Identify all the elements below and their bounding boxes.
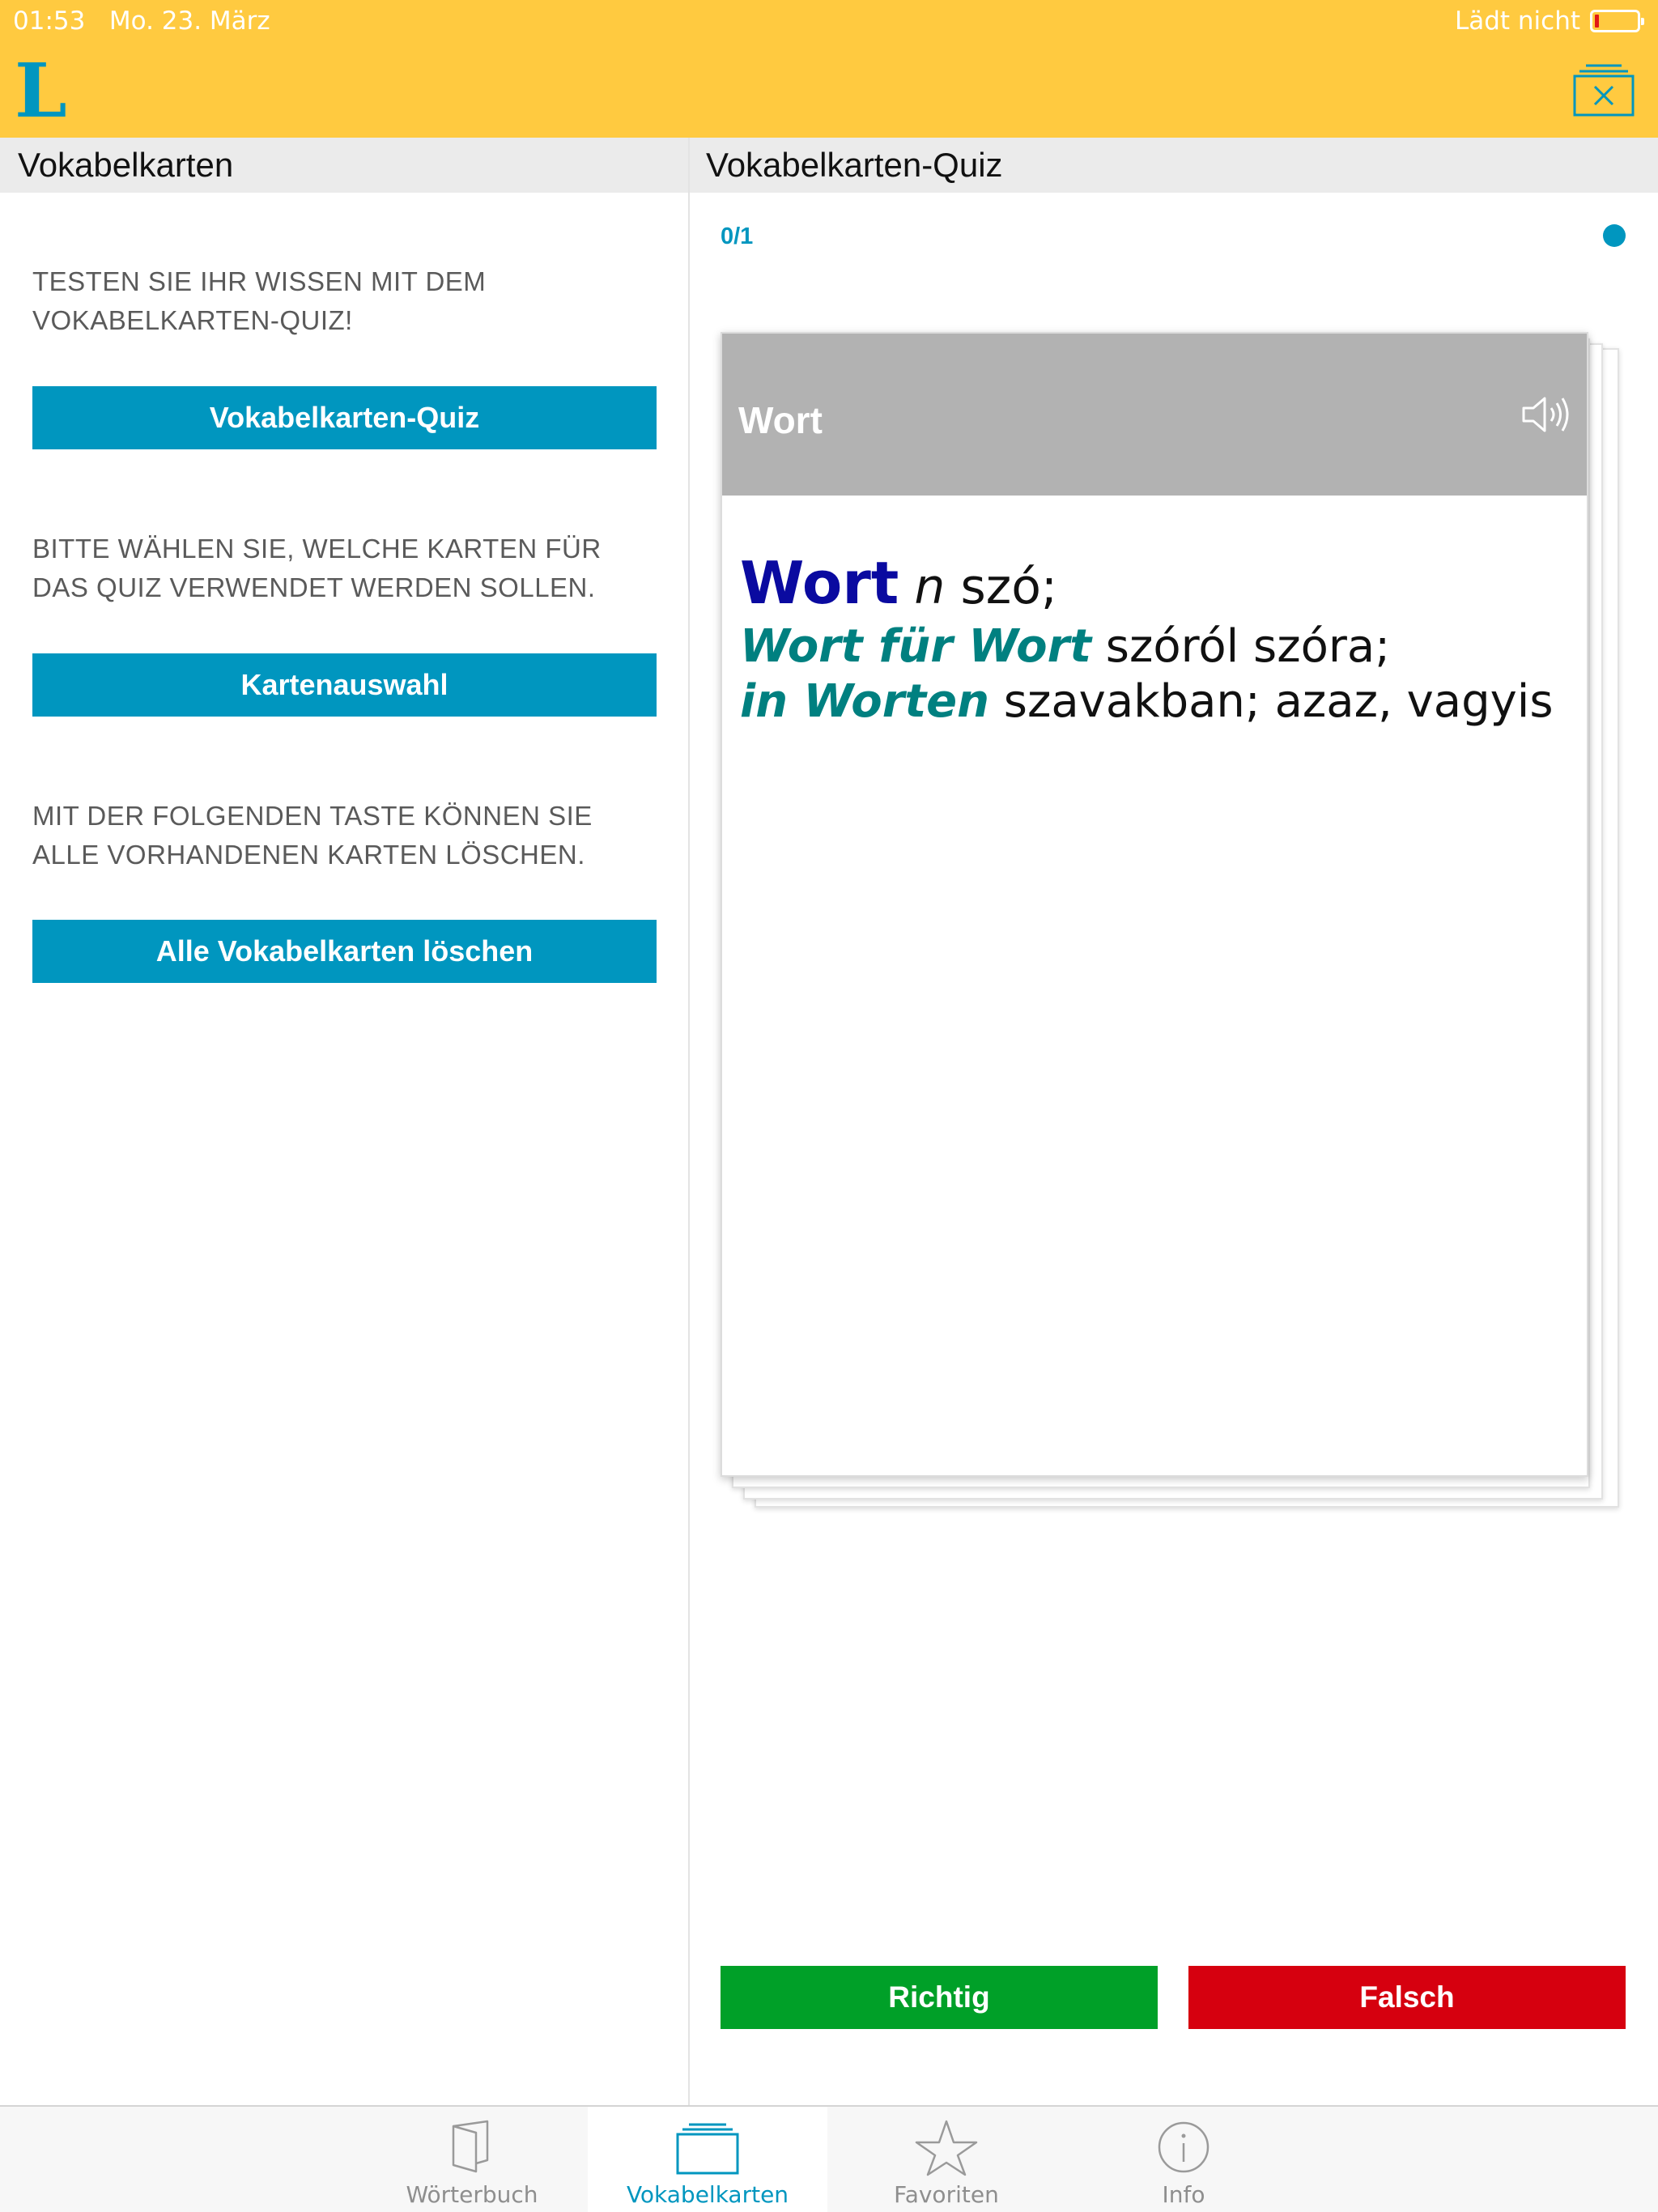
tab-favoriten[interactable] [827,2107,1066,2212]
battery-icon [1590,10,1640,32]
tab-label-woerterbuch: Wörterbuch [406,2181,538,2208]
progress-dot [1603,224,1626,247]
tab-label-info: Info [1162,2181,1205,2208]
phrase-1-translation: szóról szóra; [1105,620,1391,673]
phrase-1: Wort für Wort [740,620,1091,673]
card-entry [740,551,1571,730]
status-battery [1455,6,1640,36]
close-cards-icon[interactable] [1573,63,1635,117]
entry-translation: szó; [960,559,1058,615]
card-header [722,334,1587,496]
entry-headword: Wort [740,549,899,617]
tab-info[interactable] [1064,2107,1303,2212]
entry-line-1 [740,551,1571,619]
delete-text: MIT DER FOLGENDEN TASTE KÖNNEN SIE ALLE VORHANDENEN KARTEN LÖSCHEN. [32,801,593,870]
tab-vokabelkarten[interactable] [588,2107,827,2212]
quiz-progress: 0/1 [721,223,754,249]
tab-label-vokabelkarten: Vokabelkarten [626,2181,789,2208]
speaker-icon[interactable] [1520,393,1572,436]
tab-label-favoriten: Favoriten [894,2181,999,2208]
select-text: BITTE WÄHLEN SIE, WELCHE KARTEN FÜR DAS QUIZ VERWENDET WERDEN SOLLEN. [32,534,602,602]
wrong-button[interactable]: Falsch [1188,1966,1626,2029]
card-headword: Wort [738,399,823,441]
delete-all-cards-button[interactable]: Alle Vokabelkarten löschen [32,920,657,983]
top-bar [0,0,1658,138]
tab-woerterbuch[interactable] [352,2107,592,2212]
phrase-2-translation: szavakban; azaz, vagyis [1003,675,1554,728]
status-time: 01:53 Mo. 23. März [13,6,270,36]
status-date: Mo. 23. März [108,6,270,36]
panel-divider [688,138,690,2105]
card-selection-button[interactable]: Kartenauswahl [32,653,657,717]
app-logo: L [15,47,67,134]
vocab-card[interactable] [721,332,1588,1477]
left-panel-title: Vokabelkarten [0,138,688,193]
quiz-button[interactable]: Vokabelkarten-Quiz [32,386,657,449]
entry-line-2 [740,619,1571,674]
charging-status: Lädt nicht [1454,6,1580,36]
tab-bar [0,2105,1658,2212]
book-icon [436,2115,508,2176]
info-icon [1147,2115,1220,2176]
intro-text: TESTEN SIE IHR WISSEN MIT DEM VOKABELKARTEN-QUIZ! [32,266,487,335]
phrase-2: in Worten [740,675,989,728]
star-icon [910,2115,983,2176]
entry-grammar: n [914,559,946,615]
right-panel-title: Vokabelkarten-Quiz [690,138,1658,193]
cards-icon [671,2115,744,2176]
correct-button[interactable]: Richtig [721,1966,1158,2029]
entry-line-3 [740,674,1571,730]
